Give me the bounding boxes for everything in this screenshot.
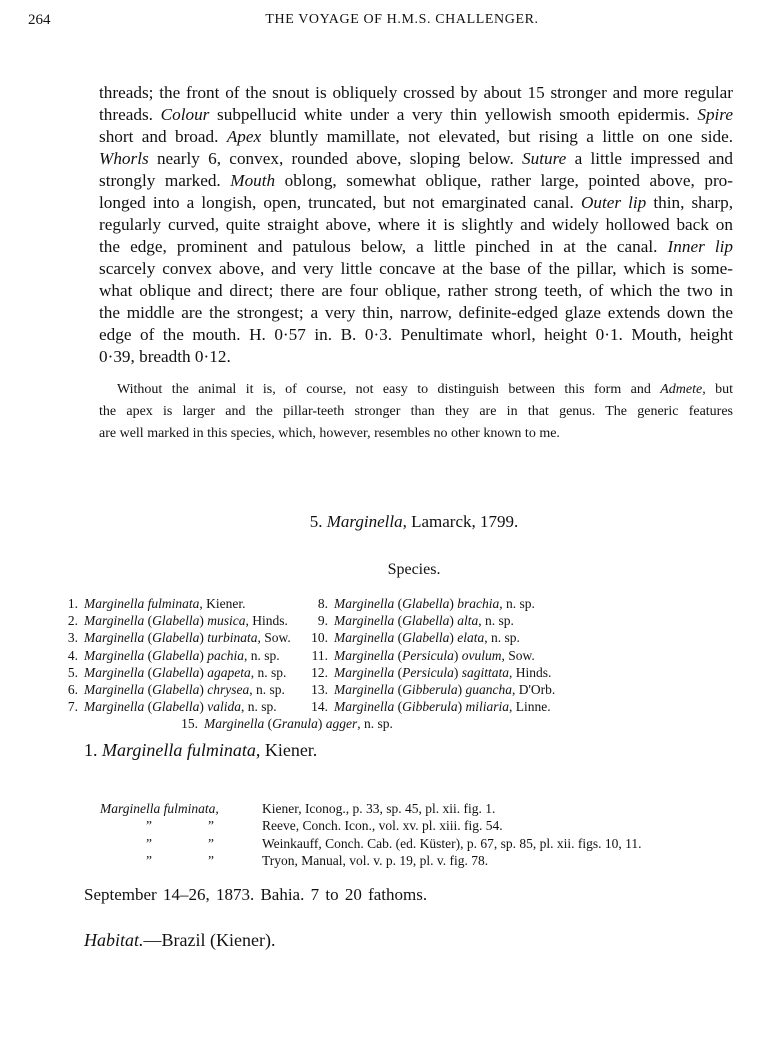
text-run: ) <box>199 647 208 663</box>
italic-run: agger <box>325 716 358 732</box>
text-run: ) <box>199 664 208 680</box>
ditto-mark: ” <box>146 818 152 834</box>
species-number: 4. <box>67 647 78 663</box>
italic-run: Marginella fulminata <box>84 596 200 611</box>
italic-run: Gibberula <box>402 682 458 697</box>
text-line <box>99 215 733 235</box>
text-run: edge of the mouth. H. 0·57 in. B. 0·3. Penultimate whorl, height 0·1. Mouth, height <box>99 325 733 344</box>
text-line <box>99 259 733 279</box>
text-run: 1. <box>84 740 102 760</box>
ditto-mark: ” <box>146 835 152 851</box>
italic-run: Glabella <box>402 630 450 646</box>
text-run: scarcely convex above, and very little concave at the base of the pillar, which is some- <box>99 259 733 278</box>
text-run: , n. sp. <box>249 682 285 697</box>
text-run: —Brazil (Kiener). <box>143 930 276 950</box>
italic-run: Marginella <box>84 613 145 629</box>
species-item <box>300 665 551 681</box>
text-run: are well marked in this species, which, however, resembles no other known to me. <box>99 426 560 441</box>
species-item <box>300 699 551 715</box>
text-run: ) <box>199 630 208 646</box>
text-run: , Hinds. <box>509 664 552 680</box>
italic-run: Marginella <box>334 647 395 663</box>
text-run: thin, sharp, <box>646 193 733 212</box>
text-run: ( <box>394 664 403 680</box>
italic-run: guancha <box>465 682 512 697</box>
species-item <box>300 613 514 629</box>
text-run: ( <box>394 613 403 629</box>
text-line <box>99 325 733 345</box>
text-line <box>99 237 733 257</box>
text-line <box>99 426 733 442</box>
text-run: ) <box>199 699 208 715</box>
italic-run: valida <box>207 699 241 715</box>
text-run: , Kiener. <box>199 596 246 611</box>
text-run: what oblique and direct; there are four oblique, rather strong teeth, of which the two in <box>99 281 733 300</box>
italic-run: Inner lip <box>667 237 733 256</box>
italic-run: Marginella <box>84 664 145 680</box>
italic-run: Persicula <box>402 647 454 663</box>
text-run: , Lamarck, 1799. <box>402 512 519 531</box>
text-run: a little impressed and <box>566 149 734 168</box>
text-line <box>99 105 733 125</box>
species-title <box>84 740 317 761</box>
text-run: ( <box>394 630 403 646</box>
text-run: , Linne. <box>509 699 551 715</box>
text-run: strongly marked. <box>99 171 231 190</box>
italic-run: Granula <box>272 716 318 732</box>
species-name <box>84 648 280 663</box>
italic-run: turbinata <box>207 630 258 646</box>
species-item <box>300 596 535 612</box>
text-run: threads; the front of the snout is obliquely crossed by about 15 stronger and more regular <box>99 83 733 102</box>
text-run: ( <box>264 716 273 732</box>
text-run: , n. sp. <box>499 596 535 611</box>
italic-run: alta <box>457 613 479 629</box>
running-title: THE VOYAGE OF H.M.S. CHALLENGER. <box>265 12 539 27</box>
species-number: 6. <box>67 682 78 697</box>
species-number: 13. <box>311 682 328 697</box>
text-line <box>99 193 733 213</box>
station-record: September 14–26, 1873. Bahia. 7 to 20 fathoms. <box>84 885 428 904</box>
text-run: nearly 6, convex, rounded above, sloping below. <box>148 149 523 168</box>
text-run: , D'Orb. <box>512 682 556 697</box>
species-item <box>50 596 246 612</box>
species-number: 12. <box>311 664 328 680</box>
italic-run: Marginella <box>334 682 395 697</box>
text-run: ) <box>199 682 208 697</box>
italic-run: sagittata <box>461 664 510 680</box>
species-heading: Species. <box>387 561 441 578</box>
species-number: 10. <box>311 630 328 646</box>
species-item <box>50 630 291 646</box>
text-run: , Sow. <box>257 630 291 646</box>
text-run: ) <box>453 647 462 663</box>
text-run: Without the animal it is, of course, not easy to distinguish between this form and <box>117 382 661 397</box>
text-run: ) <box>449 596 458 611</box>
italic-run: Admete <box>660 382 703 397</box>
italic-run: Glabella <box>152 630 200 646</box>
italic-run: Persicula <box>402 664 454 680</box>
text-run: ( <box>144 647 153 663</box>
species-name <box>84 630 291 645</box>
species-number: 5. <box>67 664 78 680</box>
italic-run: Marginella <box>84 647 145 663</box>
text-run: the apex is larger and the pillar-teeth stronger than they are in that genus. The generic features <box>99 404 733 419</box>
italic-run: Suture <box>522 149 567 168</box>
synonymy-reference: Tryon, Manual, vol. v. p. 19, pl. v. fig. 78. <box>262 852 489 868</box>
italic-run: Glabella <box>152 613 200 629</box>
species-item <box>50 699 277 715</box>
italic-run: Marginella <box>334 630 395 646</box>
text-run: , but <box>702 382 734 397</box>
species-number: 15. <box>181 716 198 732</box>
species-name <box>204 716 393 731</box>
text-run: ( <box>394 596 403 611</box>
text-run: ( <box>144 630 153 646</box>
species-item <box>50 665 286 681</box>
italic-run: Marginella <box>334 613 395 629</box>
species-number: 8. <box>317 596 328 611</box>
text-run: , n. sp. <box>250 664 287 680</box>
italic-run: Glabella <box>152 647 200 663</box>
text-run: ( <box>394 647 403 663</box>
text-run: the middle are the strongest; a very thin, narrow, definite-edged glaze extends down the <box>99 303 733 322</box>
text-run: ) <box>449 630 458 646</box>
italic-run: Gibberula <box>402 699 458 715</box>
text-run: ) <box>449 613 458 629</box>
italic-run: Glabella <box>402 613 450 629</box>
italic-run: Marginella <box>204 716 265 732</box>
species-name <box>334 613 514 628</box>
species-name <box>334 596 535 611</box>
species-item <box>300 682 555 698</box>
text-run: ) <box>457 682 466 697</box>
italic-run: agapeta <box>207 664 251 680</box>
species-item <box>50 648 280 664</box>
species-name <box>84 665 286 680</box>
ditto-mark: ” <box>146 852 152 868</box>
species-name <box>84 699 277 714</box>
species-number: 3. <box>67 630 78 646</box>
italic-run: elata <box>457 630 485 646</box>
italic-run: miliaria <box>465 699 510 715</box>
italic-run: Marginella <box>334 596 395 611</box>
species-number: 1. <box>67 596 78 611</box>
italic-run: ovulum <box>461 647 502 663</box>
text-run: regularly curved, quite straight above, where it is slightly and widely hollowed back on <box>99 215 733 234</box>
species-name <box>84 596 246 611</box>
species-number: 2. <box>67 613 78 629</box>
text-run: bluntly mamillate, not elevated, but rising a little on one side. <box>261 127 733 146</box>
text-run: , n. sp. <box>478 613 514 629</box>
italic-run: Apex <box>226 127 262 146</box>
page-number: 264 <box>28 12 51 28</box>
italic-run: Spire <box>697 105 733 124</box>
italic-run: pachia <box>207 647 244 663</box>
text-run: , Sow. <box>501 647 535 663</box>
text-run: ) <box>199 613 208 629</box>
italic-run: Habitat. <box>84 930 144 950</box>
species-number: 11. <box>311 647 328 663</box>
ditto-mark: ” <box>208 835 214 851</box>
italic-run: Marginella <box>84 682 145 697</box>
ditto-mark: ” <box>208 852 214 868</box>
text-run: ( <box>144 682 153 697</box>
species-name <box>334 699 551 714</box>
italic-run: Glabella <box>152 699 200 715</box>
species-item <box>50 613 288 629</box>
text-run: ) <box>457 699 466 715</box>
synonymy-lead: Marginella fulminata, <box>100 801 219 816</box>
italic-run: Whorls <box>99 149 149 168</box>
species-number: 7. <box>67 699 78 715</box>
species-number: 14. <box>311 699 328 715</box>
species-name <box>334 682 555 697</box>
italic-run: Glabella <box>152 664 200 680</box>
species-number: 9. <box>317 613 328 629</box>
text-line <box>99 404 733 420</box>
italic-run: Marginella fulminata <box>102 740 256 760</box>
text-run: short and broad. <box>99 127 227 146</box>
text-line <box>99 149 733 169</box>
synonymy-reference: Kiener, Iconog., p. 33, sp. 45, pl. xii. fig. 1. <box>262 801 496 816</box>
text-run: , n. sp. <box>484 630 520 646</box>
italic-run: Marginella <box>84 699 145 715</box>
italic-run: musica <box>207 613 246 629</box>
habitat <box>84 930 275 951</box>
text-line <box>99 303 733 323</box>
text-run: 5. <box>309 512 327 531</box>
genus-heading <box>0 512 776 532</box>
text-run: threads. <box>99 105 161 124</box>
text-line <box>99 127 733 147</box>
synonymy-reference: Reeve, Conch. Icon., vol. xv. pl. xiii. fig. 54. <box>262 818 503 834</box>
text-line <box>99 83 733 103</box>
species-item <box>170 716 393 732</box>
text-run: ) <box>317 716 326 732</box>
text-run: , n. sp. <box>241 699 277 715</box>
text-run: ( <box>394 699 403 715</box>
text-run: oblong, somewhat oblique, rather large, pointed above, pro- <box>275 171 733 190</box>
species-item <box>300 648 535 664</box>
italic-run: Marginella <box>334 664 395 680</box>
ditto-mark: ” <box>208 818 214 834</box>
species-name <box>334 665 551 680</box>
text-run: , n. sp. <box>244 647 280 663</box>
text-run: , Kiener. <box>255 740 318 760</box>
text-run: subpellucid white under a very thin yellowish smooth epidermis. <box>209 105 698 124</box>
text-line <box>99 171 733 191</box>
species-item <box>300 630 520 646</box>
text-run: ( <box>144 664 153 680</box>
italic-run: Marginella <box>84 630 145 646</box>
text-run: , Hinds. <box>245 613 288 629</box>
text-run: , n. sp. <box>357 716 393 732</box>
text-line <box>117 382 733 398</box>
species-item <box>50 682 285 698</box>
italic-run: chrysea <box>207 682 250 697</box>
synonymy-reference: Weinkauff, Conch. Cab. (ed. Küster), p. 67, sp. 85, pl. xii. figs. 10, 11. <box>262 835 642 851</box>
text-run: ( <box>144 613 153 629</box>
text-run: 0·39, breadth 0·12. <box>99 347 231 366</box>
text-run: the edge, prominent and patulous below, a little pinched in at the canal. <box>99 237 668 256</box>
italic-run: Marginella <box>334 699 395 715</box>
text-run: ( <box>144 699 153 715</box>
text-line <box>99 281 733 301</box>
italic-run: Glabella <box>402 596 450 611</box>
text-run: ) <box>453 664 462 680</box>
text-line <box>99 347 733 367</box>
species-name <box>84 613 288 628</box>
italic-run: Glabella <box>152 682 200 697</box>
species-name <box>334 630 520 645</box>
text-run: ( <box>394 682 403 697</box>
species-name <box>334 648 535 663</box>
italic-run: Outer lip <box>580 193 647 212</box>
italic-run: Mouth <box>230 171 276 190</box>
species-name <box>84 682 285 697</box>
text-run: longed into a longish, open, truncated, but not emarginated canal. <box>99 193 581 212</box>
italic-run: Colour <box>160 105 210 124</box>
italic-run: Marginella <box>326 512 403 531</box>
italic-run: brachia <box>457 596 500 611</box>
